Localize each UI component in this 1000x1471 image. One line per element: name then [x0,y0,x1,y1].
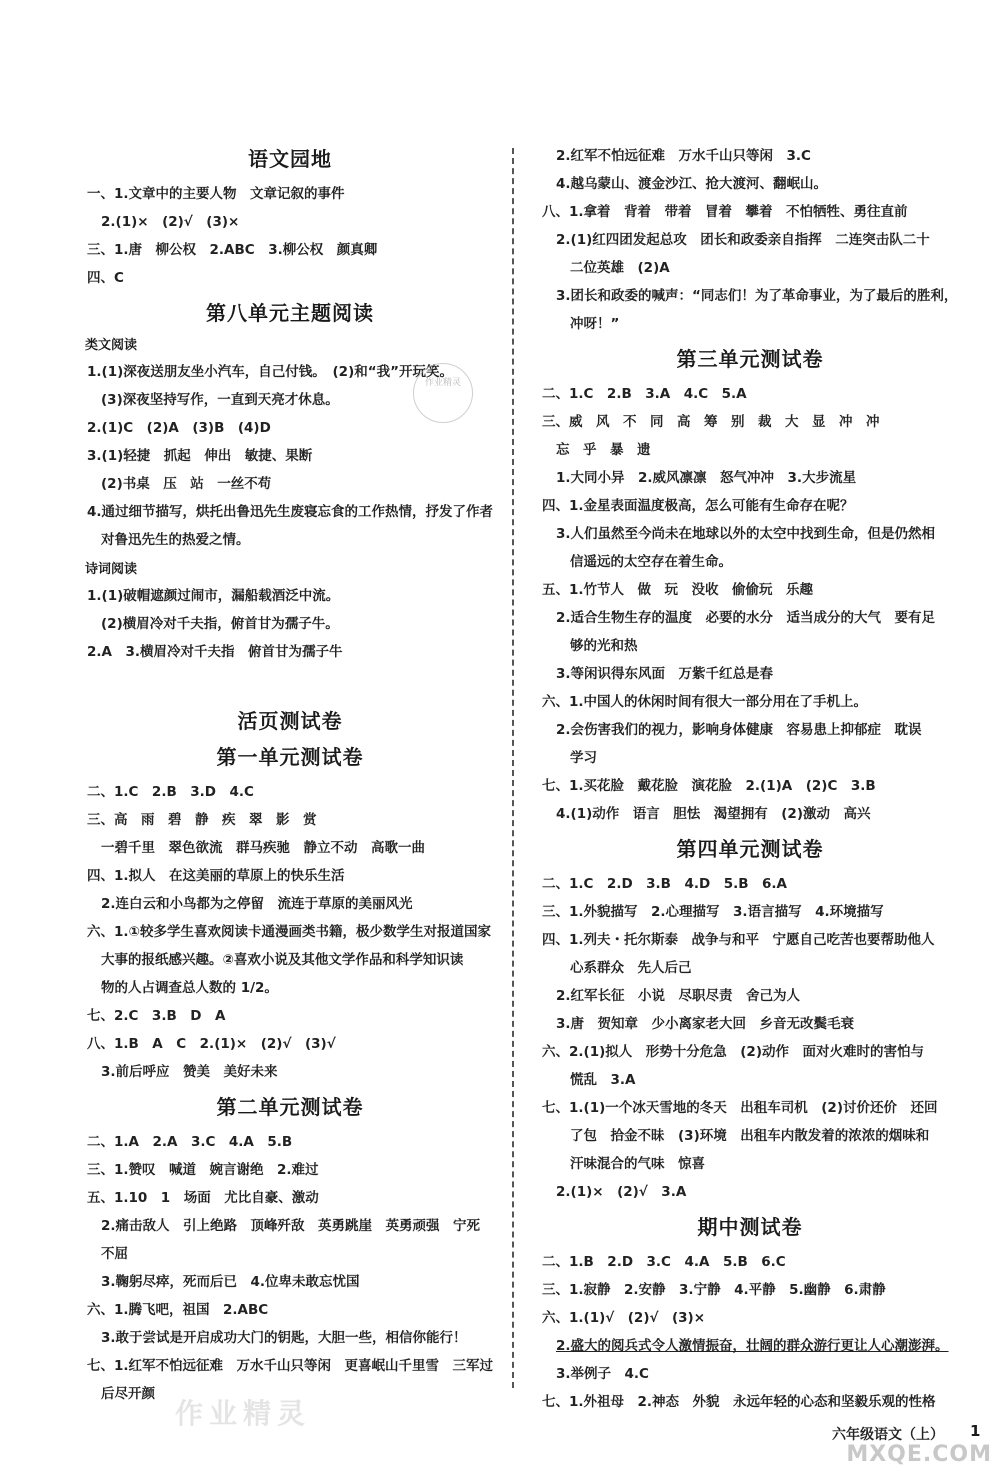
column-divider [512,148,514,1388]
section-unit3-test [540,344,960,828]
answer-line: 六、1.(1)√ (2)√ (3)× [542,1310,706,1326]
section-unit1-test [85,742,495,1086]
answer-line: 二、1.A 2.A 3.C 4.A 5.B [87,1134,293,1150]
section-title: 第四单元测试卷 [676,837,824,861]
answer-line-underlined: 2.盛大的阅兵式令人激情振奋，壮阔的群众游行更让人心潮澎湃。 [556,1338,949,1354]
answer-line: 2.适合生物生存的温度 必要的水分 适当成分的大气 要有足 [556,610,936,626]
answer-line: 三、1.唐 柳公权 2.ABC 3.柳公权 颜真卿 [87,242,378,258]
section-unit2-test [85,1092,495,1408]
answer-line: 三、1.外貌描写 2.心理描写 3.语言描写 4.环境描写 [542,904,884,920]
answer-line: 1.(1)深夜送朋友坐小汽车，自己付钱。 (2)和“我”开玩笑。 [87,364,453,380]
answer-line: 七、2.C 3.B D A [87,1008,226,1024]
answer-line: 七、1.买花脸 戴花脸 演花脸 2.(1)A (2)C 3.B [542,778,876,794]
answer-line: 2.(1)红四团发起总攻 团长和政委亲自指挥 二连突击队二十 [556,232,930,248]
stamp-mark [413,363,473,423]
answer-line: 四、1.金星表面温度极高，怎么可能有生命存在呢？ [542,498,854,514]
answer-line: 2.(1)× (2)√ (3)× [101,214,240,230]
answer-line: 三、高 雨 碧 静 疾 翠 影 赏 [87,812,317,828]
answer-line: 八、1.B A C 2.(1)× (2)√ (3)√ [87,1036,336,1052]
answer-line: 六、1.①较多学生喜欢阅读卡通漫画类书籍，极少数学生对报道国家 [87,924,491,940]
answer-line: 4.(1)动作 语言 胆怯 渴望拥有 (2)激动 高兴 [556,806,871,822]
footer-grade-label: 六年级语文（上） [832,1427,944,1443]
answer-line: 汗味混合的气味 惊喜 [570,1156,705,1172]
answer-line: 三、1.赞叹 喊道 婉言谢绝 2.难过 [87,1162,319,1178]
answer-line: 物的人占调查总人数的 1/2。 [101,980,278,996]
answer-line: (2)书桌 压 站 一丝不苟 [101,476,272,492]
subsection-title: 类文阅读 [85,338,138,353]
page-number: 1 [970,1422,981,1440]
section-unit2-continued [540,142,960,338]
answer-line: 四、C [87,270,124,286]
right-column [540,138,960,1416]
answer-line: 三、威 风 不 同 高 筹 别 裁 大 显 冲 冲 [542,414,880,430]
answer-line: 心系群众 先人后己 [570,960,692,976]
answer-line: 2.连白云和小鸟都为之停留 流连于草原的美丽风光 [101,896,413,912]
answer-line: 一碧千里 翠色欲流 群马疾驰 静立不动 高歌一曲 [101,840,425,856]
section-title: 语文园地 [248,147,332,171]
answer-line: 五、1.10 1 场面 尤比自豪、激动 [87,1190,319,1206]
answer-line: 大事的报纸感兴趣。②喜欢小说及其他文学作品和科学知识读 [101,952,464,968]
answer-line: 一、1.文章中的主要人物 文章记叙的事件 [87,186,345,202]
faint-watermark-text: 作业精灵 [175,1397,312,1430]
answer-line: 二、1.C 2.B 3.D 4.C [87,784,254,800]
answer-line: (3)深夜坚持写作，一直到天亮才休息。 [101,392,339,408]
answer-line: 2.(1)× (2)√ 3.A [556,1184,687,1200]
answer-line: 后尽开颜 [101,1386,155,1402]
answer-line: 3.鞠躬尽瘁，死而后已 4.位卑未敢忘忧国 [101,1274,360,1290]
answer-line: 了包 拾金不昧 (3)环境 出租车内散发着的浓浓的烟味和 [570,1128,930,1144]
answer-line: 对鲁迅先生的热爱之情。 [101,532,250,548]
left-column [85,138,495,1408]
site-watermark: MXQE.COM [846,1442,992,1467]
answer-line: 不屈 [101,1246,128,1262]
answer-line: 3.等闲识得东风面 万紫千红总是春 [556,666,774,682]
answer-line: 2.A 3.横眉冷对千夫指 俯首甘为孺子牛 [87,644,343,660]
answer-line: 二、1.C 2.B 3.A 4.C 5.A [542,386,747,402]
answer-line: 3.举例子 4.C [556,1366,649,1382]
answer-line: 3.敢于尝试是开启成功大门的钥匙，大胆一些，相信你能行！ [101,1330,467,1346]
section-huoye [85,706,495,736]
answer-line: 六、2.(1)拟人 形势十分危急 (2)动作 面对火难时的害怕与 [542,1044,924,1060]
section-yuwen-yuandi [85,144,495,292]
answer-line: (2)横眉冷对千夫指，俯首甘为孺子牛。 [101,616,339,632]
answer-line: 六、1.中国人的休闲时间有很大一部分用在了手机上。 [542,694,868,710]
section-title: 第三单元测试卷 [676,347,824,371]
answer-line: 慌乱 3.A [570,1072,636,1088]
answer-line: 2.会伤害我们的视力，影响身体健康 容易患上抑郁症 耽误 [556,722,922,738]
subsection-title: 诗词阅读 [85,562,138,577]
answer-line: 学习 [570,750,597,766]
answer-line: 八、1.拿着 背着 带着 冒着 攀着 不怕牺牲、勇往直前 [542,204,908,220]
answer-line: 信遥远的太空存在着生命。 [570,554,732,570]
answer-line: 2.红军长征 小说 尽职尽责 舍己为人 [556,988,801,1004]
section-midterm-test [540,1212,960,1416]
answer-line: 四、1.拟人 在这美丽的草原上的快乐生活 [87,868,345,884]
section-unit4-test [540,834,960,1206]
answer-line: 五、1.竹节人 做 玩 没收 偷偷玩 乐趣 [542,582,814,598]
answer-line: 七、1.(1)一个冰天雪地的冬天 出租车司机 (2)讨价还价 还回 [542,1100,938,1116]
section-title: 期中测试卷 [697,1215,803,1239]
stamp-text: 作业精灵 [424,378,461,388]
answer-line: 3.(1)轻捷 抓起 伸出 敏捷、果断 [87,448,313,464]
answer-line: 二、1.B 2.D 3.C 4.A 5.B 6.C [542,1254,786,1270]
answer-line: 六、1.腾飞吧，祖国 2.ABC [87,1302,269,1318]
answer-line: 2.(1)C (2)A (3)B (4)D [87,420,271,436]
page-footer [820,1424,1000,1471]
answer-line: 七、1.外祖母 2.神态 外貌 永远年轻的心态和坚毅乐观的性格 [542,1394,936,1410]
section-title: 第八单元主题阅读 [206,301,374,325]
answer-line: 七、1.红军不怕远征难 万水千山只等闲 更喜岷山千里雪 三军过 [87,1358,494,1374]
section-title: 第一单元测试卷 [216,745,364,769]
section-title: 活页测试卷 [237,709,343,733]
answer-line: 够的光和热 [570,638,638,654]
answer-line: 2.红军不怕远征难 万水千山只等闲 3.C [556,148,811,164]
answer-line: 3.唐 贺知章 少小离家老大回 乡音无改鬓毛衰 [556,1016,855,1032]
answer-line: 4.通过细节描写，烘托出鲁迅先生废寝忘食的工作热情，抒发了作者 [87,504,494,520]
answer-line: 忘 乎 暴 遗 [556,442,651,458]
answer-line: 二、1.C 2.D 3.B 4.D 5.B 6.A [542,876,787,892]
answer-line: 3.人们虽然至今尚未在地球以外的太空中找到生命，但是仍然相 [556,526,936,542]
answer-line: 1.(1)破帽遮颜过闹市，漏船载酒泛中流。 [87,588,340,604]
answer-line: 1.大同小异 2.威风凛凛 怒气冲冲 3.大步流星 [556,470,857,486]
section-title: 第二单元测试卷 [216,1095,364,1119]
answer-line: 二位英雄 (2)A [570,260,670,276]
answer-line: 四、1.列夫・托尔斯泰 战争与和平 宁愿自己吃苦也要帮助他人 [542,932,935,948]
answer-line: 4.越乌蒙山、渡金沙江、抢大渡河、翻岷山。 [556,176,828,192]
answer-line: 3.团长和政委的喊声：“同志们！为了革命事业，为了最后的胜利， [556,288,958,304]
answer-line: 三、1.寂静 2.安静 3.宁静 4.平静 5.幽静 6.肃静 [542,1282,886,1298]
answer-line: 3.前后呼应 赞美 美好未来 [101,1064,278,1080]
answer-line: 冲呀！” [570,316,620,332]
answer-line: 2.痛击敌人 引上绝路 顶峰歼敌 英勇跳崖 英勇顽强 宁死 [101,1218,481,1234]
section-unit8-reading [85,298,495,666]
